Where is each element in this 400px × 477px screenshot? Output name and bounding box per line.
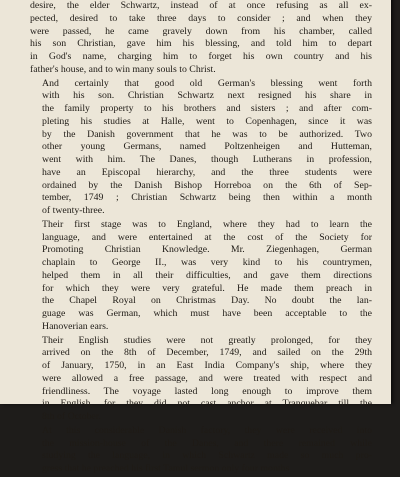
text-line: in English, for they did not cast anchor at Tranquebar till the <box>42 398 372 410</box>
text-line: guage was German, which must have been acceptable to the <box>42 308 372 319</box>
text-line: the family property to his brothers and sisters ; and after com- <box>42 103 372 114</box>
text-line: Hanoverian ears. <box>42 320 109 332</box>
text-line: And certainly that good old German's blessing went forth <box>42 77 372 89</box>
text-line: his son Christian, gave him his blessing, and told him to depart <box>30 38 372 50</box>
text-line: in God's name, charging him to forget his own country and his <box>30 51 372 62</box>
text-line: pected, desired to take three days to consider ; and when they <box>30 12 372 24</box>
paragraph <box>30 0 372 77</box>
text-line: Promoting Christian Knowledge. Mr. Ziegenhagen, German <box>42 244 372 256</box>
text-line: for which they were very grateful. He made them preach in <box>42 282 372 294</box>
page-body-text <box>30 0 372 477</box>
text-line: the mission-house of the Danes, and there remained while <box>42 437 372 449</box>
text-line: Their first stage was to England, where they had to learn the <box>42 218 372 230</box>
text-line: have an Episcopal hierarchy, and the three students were <box>42 166 372 178</box>
text-line: arrived on the 8th of December, 1749, and sailed on the 29th <box>42 347 372 359</box>
text-line: ordained by the Danish Bishop Horreboa on the 6th of Sep- <box>42 179 372 191</box>
text-line: went with him. The Danes, though Lutherans in profession, <box>42 154 372 165</box>
text-line: were allowed a free passage, and were treated with respect and <box>42 372 372 384</box>
text-line: desire, the elder Schwartz, instead of at once refusing as all ex- <box>30 0 372 11</box>
paragraph <box>30 425 372 476</box>
text-line: At this considerable Danish factory, they were received into <box>42 424 372 436</box>
paragraph <box>30 219 372 334</box>
text-line: language, and were entertained at the cost of the Society for <box>42 231 372 243</box>
text-line: helped them in all their difficulties, and gave them directions <box>42 269 372 281</box>
text-line: the Chapel Royal on Christmas Day. No doubt the lan- <box>42 295 372 307</box>
text-line: with his son. Christian Schwartz next resigned his share in <box>42 90 372 102</box>
paragraph <box>30 78 372 218</box>
text-line: other young Germans, named Poltzenheigen and Hutteman, <box>42 141 372 153</box>
text-line: were passed, he came gravely down from his chamber, called <box>30 25 372 37</box>
text-line: of January, 1750, in an East India Company's ship, where they <box>42 360 372 371</box>
text-line: Their English studies were not greatly prolonged, for they <box>42 334 372 346</box>
text-line: gress that he preached his first Tamul sermon only four months <box>42 463 290 474</box>
text-line: studying the language, in which Schwartz made so much pro- <box>42 450 372 462</box>
text-line: of twenty-three. <box>42 205 105 216</box>
paragraph <box>30 335 372 424</box>
text-line: friendliness. The voyage lasted long enough to improve them <box>42 385 372 397</box>
text-line: father's house, and to win many souls to Christ. <box>30 63 216 75</box>
text-line: by the Danish government that he was to be authorized. Two <box>42 128 372 140</box>
text-line: pleting his studies at Halle, went to Copenhagen, since it was <box>42 115 372 127</box>
text-line: tember, 1749 ; Christian Schwartz being then within a month <box>42 192 372 204</box>
text-line: 8th of October. <box>42 411 102 422</box>
text-line: chaplain to George II., was very kind to his countrymen, <box>42 257 372 268</box>
